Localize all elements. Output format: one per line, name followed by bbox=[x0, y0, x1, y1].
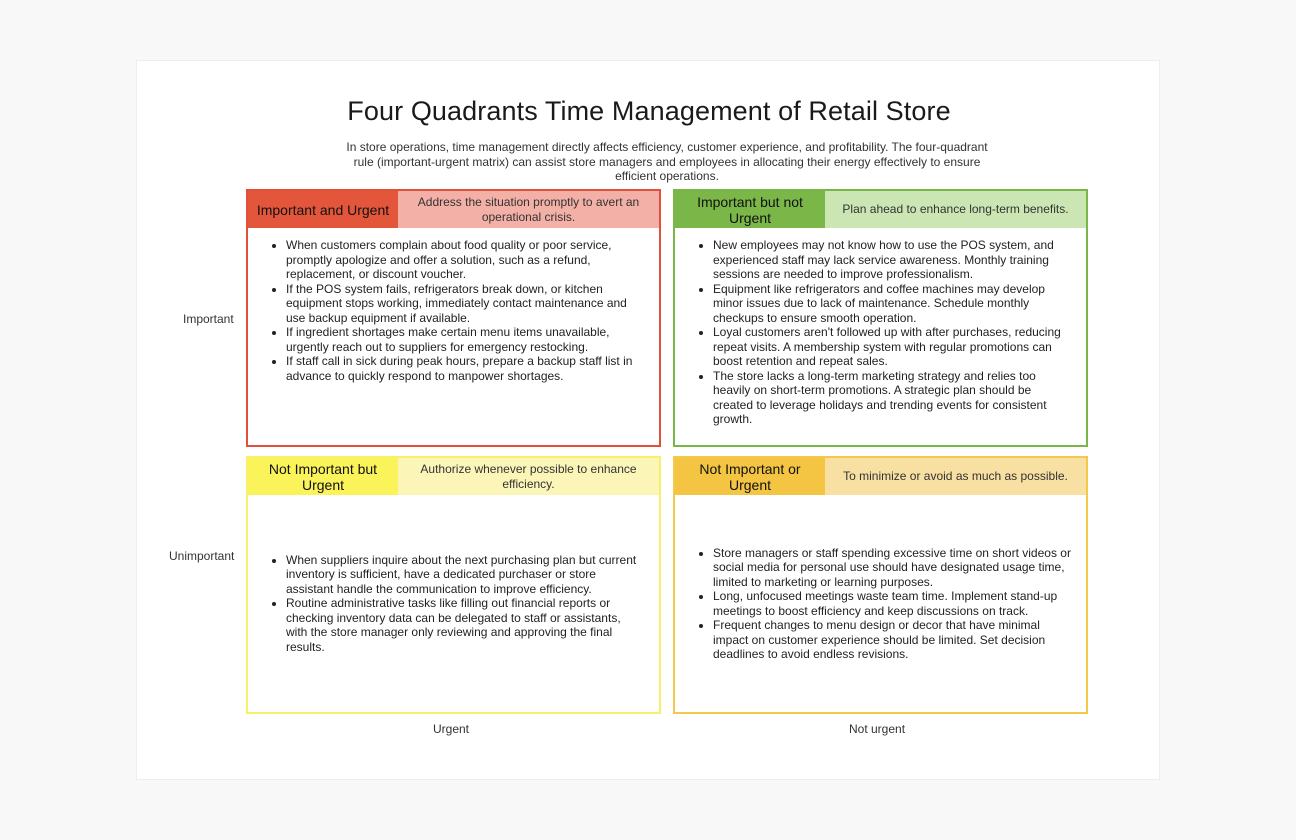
quadrant-item-list bbox=[268, 553, 645, 655]
list-item: • Routine administrative tasks like filling out financial reports or checking inventory data can be delegated to staff or assistants, with the store manager only reviewing and approving the final results. bbox=[286, 596, 645, 654]
quadrant-header bbox=[675, 191, 1086, 228]
quadrant-body bbox=[675, 495, 1086, 712]
quadrant-body bbox=[248, 495, 659, 712]
quadrant-title: Important and Urgent bbox=[248, 191, 398, 228]
list-item: • When customers complain about food quality or poor service, promptly apologize and offer a solution, such as a refund, replacement, or discount voucher. bbox=[286, 238, 645, 282]
axis-label-important: Important bbox=[183, 312, 234, 326]
list-item: • When suppliers inquire about the next purchasing plan but current inventory is sufficient, have a dedicated purchaser or store assistant handle the communication to improve efficiency. bbox=[286, 553, 645, 597]
diagram-title: Four Quadrants Time Management of Retail Store bbox=[347, 96, 951, 126]
quadrant-description: To minimize or avoid as much as possible. bbox=[825, 458, 1086, 495]
quadrant-body bbox=[248, 228, 659, 445]
quadrant-not-important-not-urgent bbox=[673, 456, 1088, 714]
quadrant-item-list bbox=[695, 238, 1072, 427]
quadrant-title: Important but not Urgent bbox=[675, 191, 825, 228]
quadrant-not-important-urgent bbox=[246, 456, 661, 714]
quadrant-important-not-urgent bbox=[673, 189, 1088, 447]
quadrant-description: Address the situation promptly to avert an operational crisis. bbox=[398, 191, 659, 228]
quadrant-header bbox=[675, 458, 1086, 495]
quadrant-description: Plan ahead to enhance long-term benefits. bbox=[825, 191, 1086, 228]
list-item: • Equipment like refrigerators and coffee machines may develop minor issues due to lack of maintenance. Schedule monthly checkups to ensure smooth operation. bbox=[713, 282, 1072, 326]
list-item: • If staff call in sick during peak hours, prepare a backup staff list in advance to quickly respond to manpower shortages. bbox=[286, 354, 645, 383]
quadrant-item-list bbox=[268, 238, 645, 383]
list-item: • If ingredient shortages make certain menu items unavailable, urgently reach out to suppliers for emergency restocking. bbox=[286, 325, 645, 354]
quadrant-important-urgent bbox=[246, 189, 661, 447]
axis-label-unimportant: Unimportant bbox=[169, 549, 235, 563]
axis-label-not-urgent: Not urgent bbox=[849, 722, 906, 736]
quadrant-item-list bbox=[695, 546, 1072, 662]
quadrant-header bbox=[248, 458, 659, 495]
list-item: • New employees may not know how to use the POS system, and experienced staff may lack service awareness. Monthly training sessions are needed to improve professionalism. bbox=[713, 238, 1072, 282]
quadrant-title: Not Important or Urgent bbox=[675, 458, 825, 495]
list-item: • Store managers or staff spending excessive time on short videos or social media for personal use should have designated usage time, limited to marketing or learning purposes. bbox=[713, 546, 1072, 590]
list-item: • Loyal customers aren't followed up with after purchases, reducing repeat visits. A membership system with regular promotions can boost retention and repeat sales. bbox=[713, 325, 1072, 369]
axis-label-urgent: Urgent bbox=[433, 722, 470, 736]
list-item: • Long, unfocused meetings waste team time. Implement stand-up meetings to boost efficiency and keep discussions on track. bbox=[713, 589, 1072, 618]
list-item: • The store lacks a long-term marketing strategy and relies too heavily on short-term promotions. A strategic plan should be created to leverage holidays and trending events for consistent growth. bbox=[713, 369, 1072, 427]
diagram-subtitle: In store operations, time management directly affects efficiency, customer experience, and profitability. The four-quadrant rule (important-urgent matrix) can assist store managers and employees in allocating their energy effectively to ensure efficient operations. bbox=[346, 140, 988, 183]
list-item: • Frequent changes to menu design or decor that have minimal impact on customer experience should be limited. Set decision deadlines to avoid endless revisions. bbox=[713, 618, 1072, 662]
quadrant-header bbox=[248, 191, 659, 228]
quadrant-title: Not Important but Urgent bbox=[248, 458, 398, 495]
quadrant-description: Authorize whenever possible to enhance efficiency. bbox=[398, 458, 659, 495]
quadrant-body bbox=[675, 228, 1086, 445]
diagram-card bbox=[136, 60, 1160, 780]
list-item: • If the POS system fails, refrigerators break down, or kitchen equipment stops working, immediately contact maintenance and use backup equipment if available. bbox=[286, 282, 645, 326]
